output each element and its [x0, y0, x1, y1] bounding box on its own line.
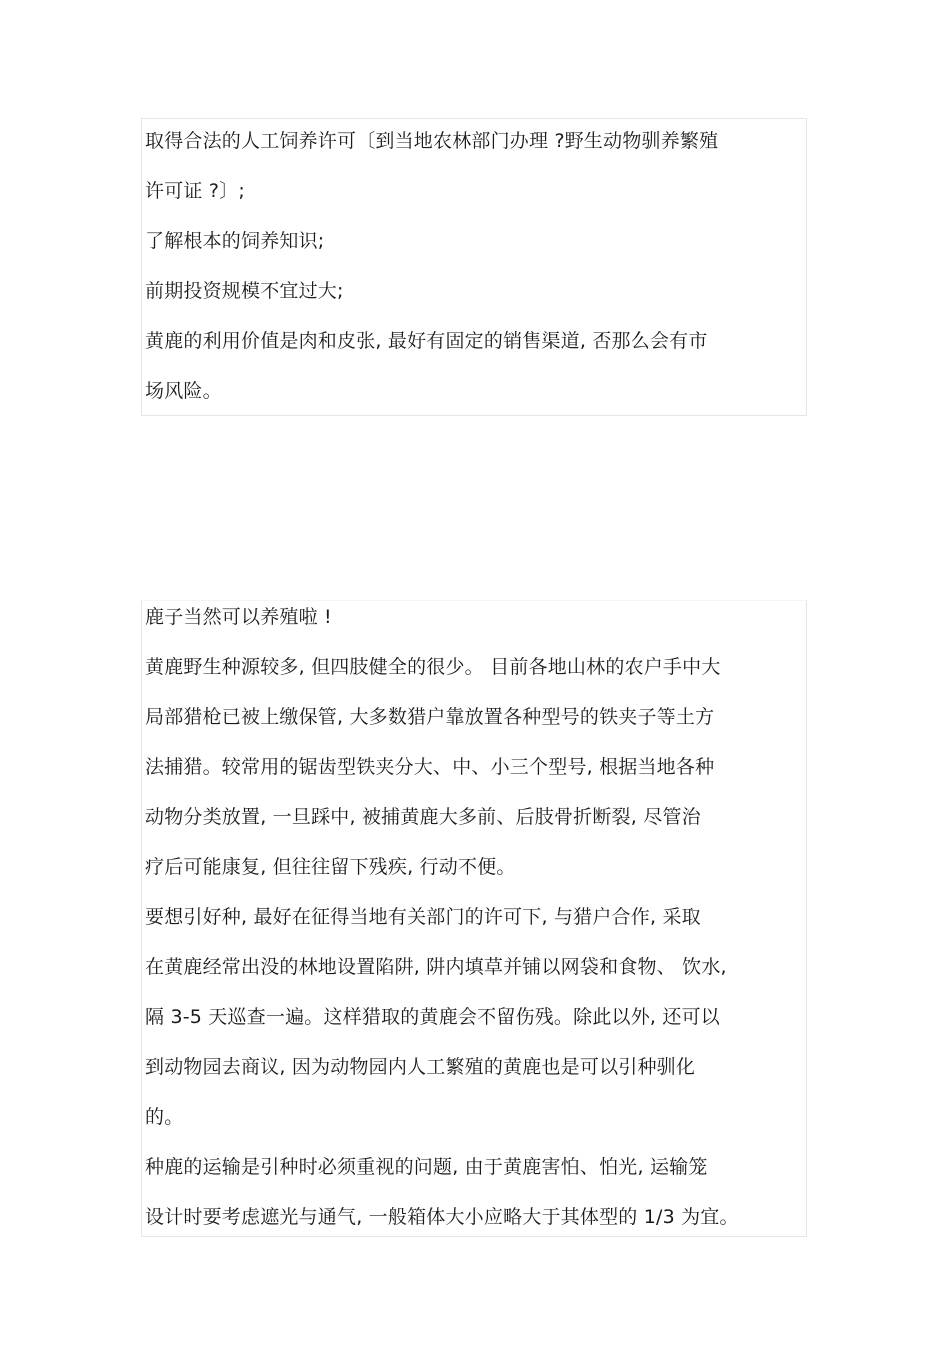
paragraph-line: 疗后可能康复, 但往往留下残疾, 行动不便。 — [145, 856, 516, 878]
text-block-breeding-requirements — [141, 118, 807, 416]
paragraph-line: 隔 3-5 天巡查一遍。这样猎取的黄鹿会不留伤残。除此以外, 还可以 — [145, 1006, 720, 1028]
paragraph-line: 的。 — [145, 1106, 184, 1128]
paragraph-line: 到动物园去商议, 因为动物园内人工繁殖的黄鹿也是可以引种驯化 — [145, 1056, 696, 1078]
paragraph-line: 设计时要考虑遮光与通气, 一般箱体大小应略大于其体型的 1/3 为宜。 — [145, 1206, 739, 1228]
paragraph-line: 种鹿的运输是引种时必须重视的问题, 由于黄鹿害怕、怕光, 运输笼 — [145, 1156, 708, 1178]
paragraph-line: 在黄鹿经常出没的林地设置陷阱, 阱内填草并铺以网袋和食物、 饮水, — [145, 956, 727, 978]
paragraph-line: 取得合法的人工饲养许可〔到当地农林部门办理 ?野生动物驯养繁殖 — [145, 130, 719, 152]
paragraph-line: 要想引好种, 最好在征得当地有关部门的许可下, 与猎户合作, 采取 — [145, 906, 701, 928]
paragraph-line: 场风险。 — [145, 380, 222, 402]
paragraph-line: 前期投资规模不宜过大; — [145, 280, 344, 302]
paragraph-line: 黄鹿的利用价值是肉和皮张, 最好有固定的销售渠道, 否那么会有市 — [145, 330, 708, 352]
paragraph-line: 黄鹿野生种源较多, 但四肢健全的很少。 目前各地山林的农户手中大 — [145, 656, 721, 678]
paragraph-line: 了解根本的饲养知识; — [145, 230, 325, 252]
text-block-deer-sourcing — [141, 600, 807, 1237]
paragraph-line: 许可证 ?〕; — [145, 180, 245, 202]
paragraph-line: 鹿子当然可以养殖啦 ! — [145, 606, 332, 628]
paragraph-line: 局部猎枪已被上缴保管, 大多数猎户靠放置各种型号的铁夹子等土方 — [145, 706, 715, 728]
paragraph-line: 法捕猎。较常用的锯齿型铁夹分大、中、小三个型号, 根据当地各种 — [145, 756, 715, 778]
paragraph-line: 动物分类放置, 一旦踩中, 被捕黄鹿大多前、后肢骨折断裂, 尽管治 — [145, 806, 701, 828]
